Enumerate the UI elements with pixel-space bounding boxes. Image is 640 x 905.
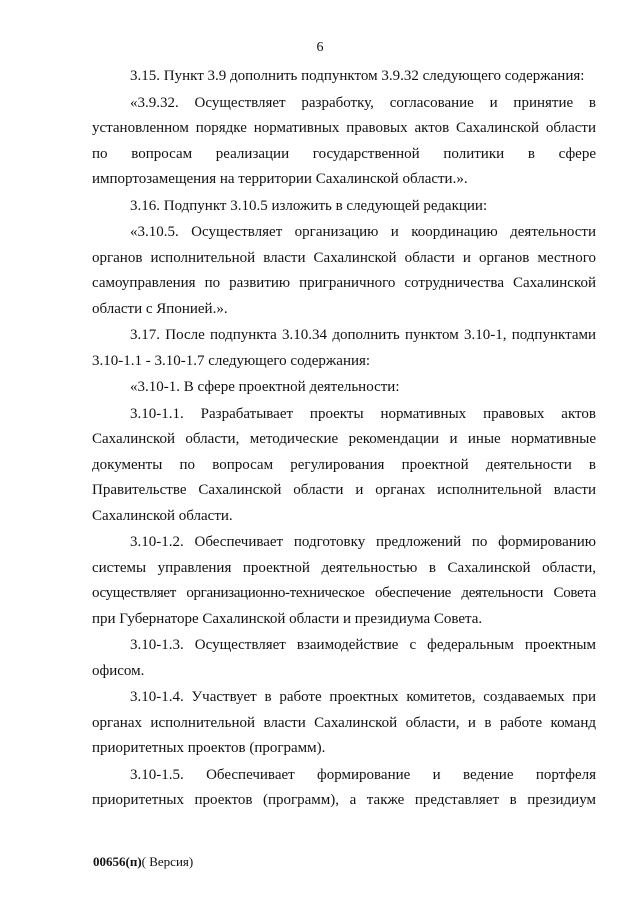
text-line: «3.10.5. Осуществляет организацию и координацию деятельности (130, 224, 596, 240)
paragraph-3-10-1-4 (92, 685, 596, 762)
paragraph-3-10-1-2 (92, 530, 596, 632)
text-line: импортозамещения на территории Сахалинской области.». (92, 171, 468, 187)
paragraph-3-10-1 (92, 375, 596, 401)
document-code: 00656(п) (93, 854, 142, 869)
text-line: органах исполнительной власти Сахалинской области, и в работе команд (92, 714, 596, 731)
text-line: области с Японией.». (92, 300, 228, 317)
document-body (92, 64, 596, 814)
text-line: органов исполнительной власти Сахалинской области и органов местного (92, 249, 596, 266)
page-number: 6 (316, 40, 324, 55)
paragraph-3-10-5 (92, 220, 596, 322)
text-line: приоритетных проектов (программ), а также представляет в президиум (92, 792, 596, 808)
text-line: 3.10-1.5. Обеспечивает формирование и ведение портфеля (130, 766, 596, 783)
document-version: ( Версия) (141, 854, 194, 869)
text-line: «3.9.32. Осуществляет разработку, согласование и принятие в (130, 94, 596, 111)
text-line: офисом. (92, 662, 145, 679)
document-footer (93, 854, 193, 870)
text-line: 3.15. Пункт 3.9 дополнить подпунктом 3.9.32 следующего содержания: (130, 68, 585, 84)
text-line: осуществляет организационно-техническое обеспечение деятельности Совета (92, 585, 596, 601)
text-line: 3.10-1.1. Разрабатывает проекты нормативных правовых актов (130, 405, 596, 422)
text-line: 3.17. После подпункта 3.10.34 дополнить пунктом 3.10-1, подпунктами (130, 327, 596, 343)
paragraph-3-10-1-1 (92, 402, 596, 530)
paragraph-3-9-32 (92, 91, 596, 193)
text-line: Правительстве Сахалинской области и органах исполнительной власти (92, 482, 596, 498)
text-line: установленном порядке нормативных правовых актов Сахалинской области (92, 120, 596, 136)
text-line: приоритетных проектов (программ). (92, 740, 326, 756)
paragraph-3-15 (92, 64, 596, 90)
text-line: системы управления проектной деятельностью в Сахалинской области, (92, 559, 596, 576)
paragraph-3-10-1-3 (92, 633, 596, 684)
paragraph-3-10-1-5 (92, 763, 596, 814)
text-line: при Губернаторе Сахалинской области и президиума Совета. (92, 610, 483, 627)
text-line: 3.10-1.4. Участвует в работе проектных комитетов, создаваемых при (130, 689, 596, 705)
paragraph-3-16 (92, 194, 596, 220)
text-line: самоуправления по развитию приграничного сотрудничества Сахалинской (92, 275, 596, 291)
text-line: Сахалинской области. (92, 507, 233, 524)
text-line: 3.10-1.1 - 3.10-1.7 следующего содержания: (92, 352, 371, 369)
text-line: «3.10-1. В сфере проектной деятельности: (130, 379, 400, 395)
text-line: по вопросам реализации государственной политики в сфере (92, 145, 596, 162)
text-line: 3.10-1.2. Обеспечивает подготовку предложений по формированию (130, 534, 596, 550)
text-line: 3.10-1.3. Осуществляет взаимодействие с федеральным проектным (130, 637, 596, 653)
text-line: документы по вопросам регулирования проектной деятельности в (92, 456, 596, 473)
paragraph-3-17 (92, 323, 596, 374)
text-line: Сахалинской области, методические рекомендации и иные нормативные (92, 431, 596, 447)
text-line: 3.16. Подпункт 3.10.5 изложить в следующей редакции: (130, 197, 488, 214)
